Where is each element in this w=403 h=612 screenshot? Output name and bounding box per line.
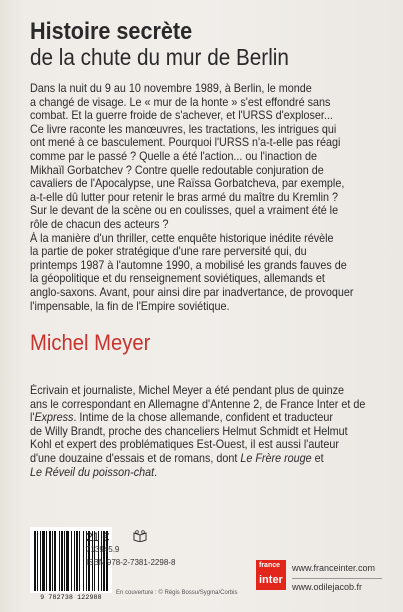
franceinter-url[interactable]: www.franceinter.com bbox=[292, 563, 376, 573]
barcode-bar bbox=[64, 531, 65, 591]
description-line: l'impensable, la fin de l'Empire soviétique. bbox=[30, 299, 230, 313]
bio-italic-title: Express bbox=[34, 411, 74, 425]
description-line: rôle de chacun des acteurs ? bbox=[30, 217, 169, 231]
description-line: la géopolitique et du renseignement soviétiques, allemands et bbox=[30, 272, 325, 286]
barcode-bar bbox=[42, 531, 45, 591]
description-line: la partie de poker stratégique d'une rare perversité qui, du bbox=[30, 245, 307, 259]
bio-text: . Intime de la chose allemande, confident et traducteur bbox=[73, 411, 333, 425]
barcode-bar bbox=[49, 531, 51, 591]
bio-line bbox=[30, 425, 360, 439]
book-title: Histoire secrète bbox=[30, 18, 193, 45]
barcode-bar bbox=[61, 531, 63, 591]
bio-text: d'une douzaine d'essais et de romans, dont bbox=[30, 451, 241, 465]
bio-text: de Willy Brandt, proche des chanceliers Helmut Schmidt et Helmut bbox=[30, 424, 348, 438]
recycle-book-icon bbox=[133, 530, 147, 542]
bio-line bbox=[30, 466, 360, 480]
barcode-bar bbox=[83, 531, 84, 591]
description-line: combat. Et la guerre froide de s'achever, et l'URSS d'exploser... bbox=[30, 109, 333, 123]
description-line: Sur le devant de la scène ou en coulisses, quel a vraiment été le bbox=[30, 204, 339, 218]
author-bio bbox=[30, 384, 385, 479]
barcode-bar bbox=[59, 531, 60, 591]
barcode-bar bbox=[37, 531, 38, 591]
bio-italic-title: Le Frère rouge bbox=[240, 451, 312, 465]
bio-text: Kohl et expert des problématiques Est-Ouest, il est aussi l'auteur bbox=[30, 438, 339, 452]
product-code: 713945.9 bbox=[86, 545, 120, 554]
cover-credit: En couverture : © Régis Bossu/Sygma/Corbis bbox=[116, 590, 238, 596]
barcode-bar bbox=[76, 531, 78, 591]
description-line: À la manière d'un thriller, cette enquête historique inédite révèle bbox=[30, 231, 334, 245]
description-line: cavaliers de l'Apocalypse, une Raïssa Gorbatcheva, par exemple, bbox=[30, 177, 345, 191]
description-line: a-t-elle dû lutter pour retenir le bras armé du maître du Kremlin ? bbox=[30, 190, 339, 204]
bio-line bbox=[30, 384, 360, 398]
logo-top-text: france bbox=[259, 562, 281, 569]
isbn: ISBN 978-2-7381-2298-8 bbox=[86, 558, 176, 567]
url-divider bbox=[292, 578, 382, 579]
author-name: Michel Meyer bbox=[30, 330, 151, 355]
book-description bbox=[30, 82, 385, 313]
bio-text: l' bbox=[30, 411, 35, 425]
bio-line bbox=[30, 452, 360, 466]
barcode-bar bbox=[46, 531, 47, 591]
logo-bottom-text: inter bbox=[259, 574, 283, 586]
bio-text: . bbox=[154, 465, 158, 479]
barcode-bar bbox=[74, 531, 75, 591]
barcode-number: 9 782738 122988 bbox=[40, 594, 102, 601]
barcode-bar bbox=[54, 531, 56, 591]
barcode-bar bbox=[52, 531, 53, 591]
bio-text: ans le correspondant en Allemagne d'Antenne 2, de France Inter et de bbox=[30, 397, 366, 411]
description-line: a changé de visage. Le « mur de la honte » s'est effondré sans bbox=[30, 95, 331, 109]
price: 21 € bbox=[86, 530, 110, 544]
description-line: printemps 1987 à l'automne 1990, a mobilisé les grands fauves de bbox=[30, 258, 347, 272]
barcode-bar bbox=[71, 531, 72, 591]
description-line: Ce livre raconte les manœuvres, les tractations, les intrigues qui bbox=[30, 122, 337, 136]
bio-text: Écrivain et journaliste, Michel Meyer a été pendant plus de quinze bbox=[30, 384, 345, 397]
barcode-bar bbox=[66, 531, 69, 591]
bio-line bbox=[30, 397, 366, 412]
description-line: Mikhaïl Gorbatchev ? Contre quelle redoutable conjuration de bbox=[30, 163, 324, 177]
bio-italic-title: Le Réveil du poisson-chat bbox=[30, 465, 155, 479]
barcode-bar bbox=[79, 531, 80, 591]
bio-line bbox=[30, 438, 360, 452]
bio-text: et bbox=[311, 451, 324, 465]
description-line: anglo-saxons. Avant, pour ainsi dire par inadvertance, de provoquer bbox=[30, 285, 354, 299]
bio-line bbox=[30, 411, 360, 425]
publisher-url[interactable]: www.odilejacob.fr bbox=[292, 582, 363, 592]
description-line: ont mené à ce basculement. Pourquoi l'URSS n'a-t-elle pas réagi bbox=[30, 136, 341, 150]
description-line: Dans la nuit du 9 au 10 novembre 1989, à Berlin, le monde bbox=[30, 82, 312, 95]
france-inter-logo bbox=[256, 560, 286, 590]
description-line: comme par le passé ? Quelle a été l'action... ou l'inaction de bbox=[30, 149, 318, 163]
book-subtitle: de la chute du mur de Berlin bbox=[30, 44, 289, 70]
barcode-bar bbox=[34, 531, 36, 591]
barcode-bar bbox=[40, 531, 41, 591]
